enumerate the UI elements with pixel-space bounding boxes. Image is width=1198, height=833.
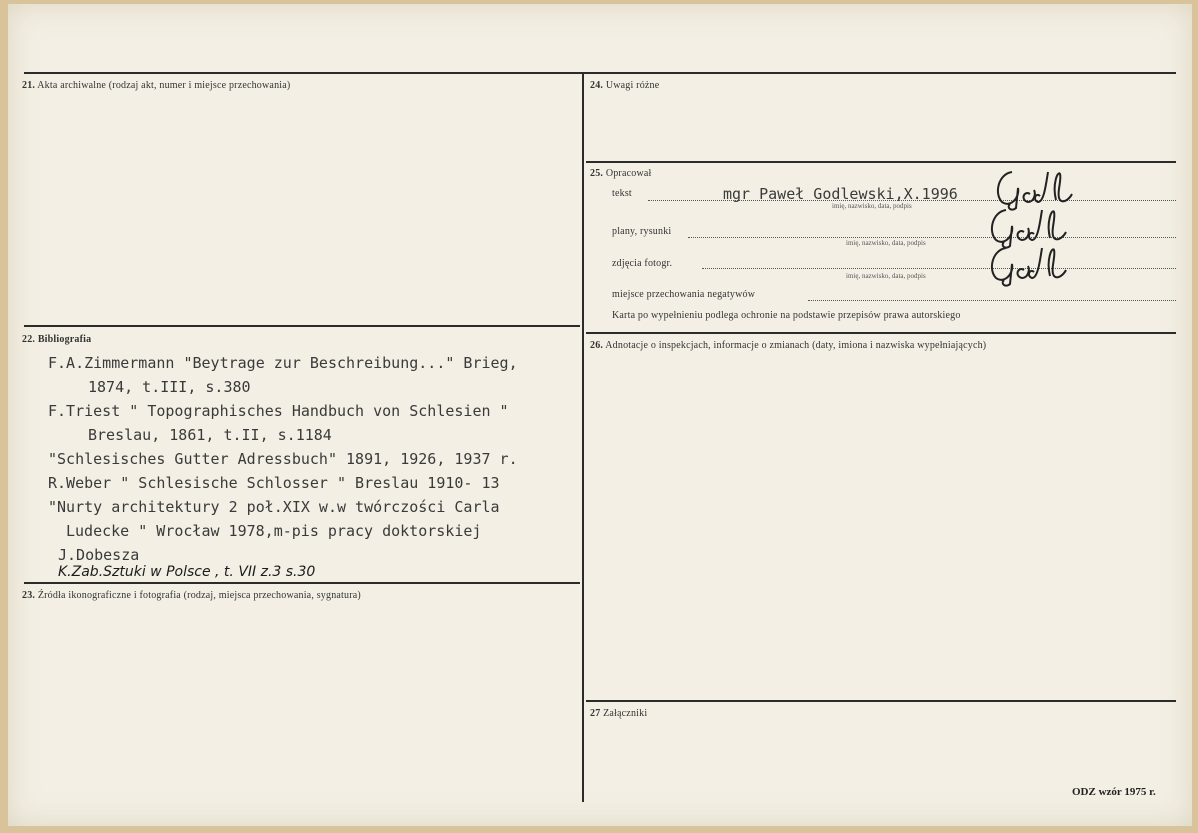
section-26-label: 26. Adnotacje o inspekcjach, informacje o zmianach (daty, imiona i nazwiska wypełniających) xyxy=(590,340,987,351)
copyright-notice: Karta po wypełnieniu podlega ochronie na podstawie przepisów prawa autorskiego xyxy=(612,310,961,321)
tekst-caption: imię, nazwisko, data, podpis xyxy=(832,202,912,210)
signature-zdjecia xyxy=(984,240,1104,290)
negatywy-label: miejsce przechowania negatywów xyxy=(612,289,756,300)
section-23-label: 23. Źródła ikonograficzne i fotografia (rodzaj, miejsca przechowania, sygnatura) xyxy=(22,590,361,601)
top-rule xyxy=(24,72,1176,74)
bibliography-line-3: F.Triest " Topographisches Handbuch von Schlesien " xyxy=(48,402,509,420)
bibliography-line-2: 1874, t.III, s.380 xyxy=(88,378,251,396)
section-27-label: 27 Załączniki xyxy=(590,708,648,719)
bibliography-line-7: "Nurty architektury 2 poł.XIX w.w twórczości Carla xyxy=(48,498,500,516)
bibliography-line-6: R.Weber " Schlesische Schlosser " Breslau 1910- 13 xyxy=(48,474,500,492)
section-24-label: 24. Uwagi różne xyxy=(590,80,660,91)
center-divider xyxy=(582,72,584,802)
rule-22-top xyxy=(24,325,580,327)
bibliography-line-9: J.Dobesza xyxy=(58,546,140,564)
section-21-label: 21. Akta archiwalne (rodzaj akt, numer i miejsce przechowania) xyxy=(22,80,291,91)
rule-27-top xyxy=(586,700,1176,702)
bibliography-handwritten-note: K.Zab.Sztuki w Polsce , t. VII z.3 s.30 xyxy=(58,564,316,580)
bibliography-line-5: "Schlesisches Gutter Adressbuch" 1891, 1926, 1937 r. xyxy=(48,450,518,468)
zdjecia-line xyxy=(702,268,1176,269)
rule-25-top xyxy=(586,161,1176,163)
form-version: ODZ wzór 1975 r. xyxy=(1072,786,1156,798)
plany-caption: imię, nazwisko, data, podpis xyxy=(846,239,926,247)
zdjecia-label: zdjęcia fotogr. xyxy=(612,258,673,269)
zdjecia-caption: imię, nazwisko, data, podpis xyxy=(846,272,926,280)
section-25-label: 25. Opracował xyxy=(590,168,652,179)
rule-23-top xyxy=(24,582,580,584)
section-22-label: 22. Bibliografia xyxy=(22,334,92,345)
tekst-label: tekst xyxy=(612,188,632,199)
rule-26-top xyxy=(586,332,1176,334)
archive-card xyxy=(8,4,1192,826)
plany-label: plany, rysunki xyxy=(612,226,672,237)
bibliography-line-4: Breslau, 1861, t.II, s.1184 xyxy=(88,426,332,444)
bibliography-line-1: F.A.Zimmermann "Beytrage zur Beschreibung..." Brieg, xyxy=(48,354,518,372)
negatywy-line xyxy=(808,300,1176,301)
tekst-value: mgr Paweł Godlewski,X.1996 xyxy=(723,185,958,203)
bibliography-line-8: Ludecke " Wrocław 1978,m-pis pracy doktorskiej xyxy=(66,522,482,540)
